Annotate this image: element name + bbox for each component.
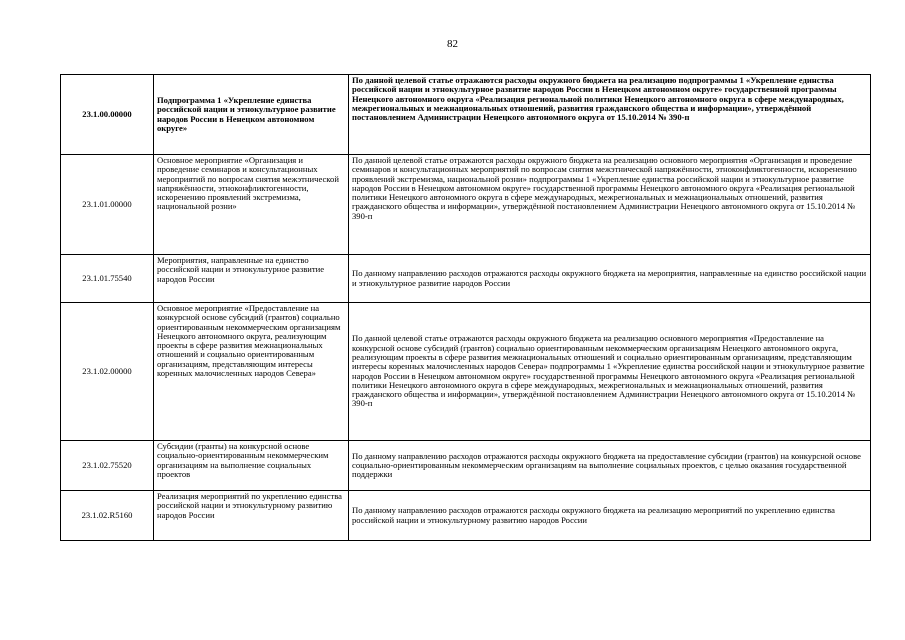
row-code: 23.1.01.00000 <box>61 155 154 255</box>
table-row <box>61 155 871 255</box>
row-code: 23.1.01.75540 <box>61 255 154 303</box>
row-description: По данному направлению расходов отражаются расходы окружного бюджета на предоставление субсидии (грантов) на конкурсной основе социально-ориентированным некоммерческим организациям на выполнение социальных проектов, с целью оказания государственной поддержки <box>349 441 871 491</box>
table-row <box>61 255 871 303</box>
row-name: Мероприятия, направленные на единство российской нации и этнокультурное развитие народов России <box>154 255 349 303</box>
budget-classification-table <box>60 74 871 541</box>
row-name: Основное мероприятие «Организация и проведение семинаров и консультационных мероприятий по вопросам снятия межэтнической напряжённости, этноконфликтогенности, искоренению проявлений экстремизма, национальной розни» <box>154 155 349 255</box>
table-row <box>61 75 871 155</box>
row-name: Реализация мероприятий по укреплению единства российской нации и этнокультурному развитию народов России <box>154 491 349 541</box>
row-description: По данной целевой статье отражаются расходы окружного бюджета на реализацию основного мероприятия «Организация и проведение семинаров и консультационных мероприятий по вопросам снятия межэтнической напряжённости, этноконфликтогенности, искоренению проявлений экстремизма, национальной розни» подпрограммы 1 «Укрепление единства российской нации и этнокультурное развитие народов России в Ненецком автономном округе» государственной программы Ненецкого автономного округа «Реализация региональной политики Ненецкого автономного округа в сфере международных, межрегиональных и межнациональных отношений, развития гражданского общества и информации», утверждённой постановлением Администрации Ненецкого автономного округа от 15.10.2014 № 390-п <box>349 155 871 255</box>
row-name: Субсидии (гранты) на конкурсной основе социально-ориентированным некоммерческим организациям на выполнение социальных проектов <box>154 441 349 491</box>
row-code: 23.1.02.00000 <box>61 303 154 441</box>
row-code: 23.1.00.00000 <box>61 75 154 155</box>
row-description: По данному направлению расходов отражаются расходы окружного бюджета на реализацию мероприятий по укреплению единства российской нации и этнокультурному развитию народов России <box>349 491 871 541</box>
row-description: По данной целевой статье отражаются расходы окружного бюджета на реализацию подпрограммы 1 «Укрепление единства российской нации и этнокультурное развитие народов России в Ненецком автономном округе» государственной программы Ненецкого автономного округа «Реализация региональной политики Ненецкого автономного округа в сфере международных, межрегиональных и межнациональных отношений, развития гражданского общества и информации», утверждённой постановлением Администрации Ненецкого автономного округа от 15.10.2014 № 390-п <box>349 75 871 155</box>
page-number: 82 <box>447 38 458 50</box>
row-name: Подпрограмма 1 «Укрепление единства российской нации и этнокультурное развитие народов России в Ненецком автономном округе» <box>154 75 349 155</box>
row-code: 23.1.02.R5160 <box>61 491 154 541</box>
row-name: Основное мероприятие «Предоставление на конкурсной основе субсидий (грантов) социально ориентированным некоммерческим организациям Ненецкого автономного округа, реализующим проекты в сфере развития межнациональных отношений и социально ориентированным организациям, представляющим интересы коренных малочисленных народов Севера» <box>154 303 349 441</box>
table-row <box>61 441 871 491</box>
table-row <box>61 303 871 441</box>
row-description: По данному направлению расходов отражаются расходы окружного бюджета на мероприятия, направленные на единство российской нации и этнокультурное развитие народов России <box>349 255 871 303</box>
row-description: По данной целевой статье отражаются расходы окружного бюджета на реализацию основного мероприятия «Предоставление на конкурсной основе субсидий (грантов) социально ориентированным некоммерческим организациям Ненецкого автономного округа, реализующим проекты в сфере развития межнациональных отношений и социально ориентированным организациям, представляющим интересы коренных малочисленных народов Севера» подпрограммы 1 «Укрепление единства российской нации и этнокультурное развитие народов России в Ненецком автономном округе» государственной программы Ненецкого автономного округа «Реализация региональной политики Ненецкого автономного округа в сфере международных, межрегиональных и межнациональных отношений, развития гражданского общества и информации», утверждённой постановлением Администрации Ненецкого автономного округа от 15.10.2014 № 390-п <box>349 303 871 441</box>
row-code: 23.1.02.75520 <box>61 441 154 491</box>
table-row <box>61 491 871 541</box>
